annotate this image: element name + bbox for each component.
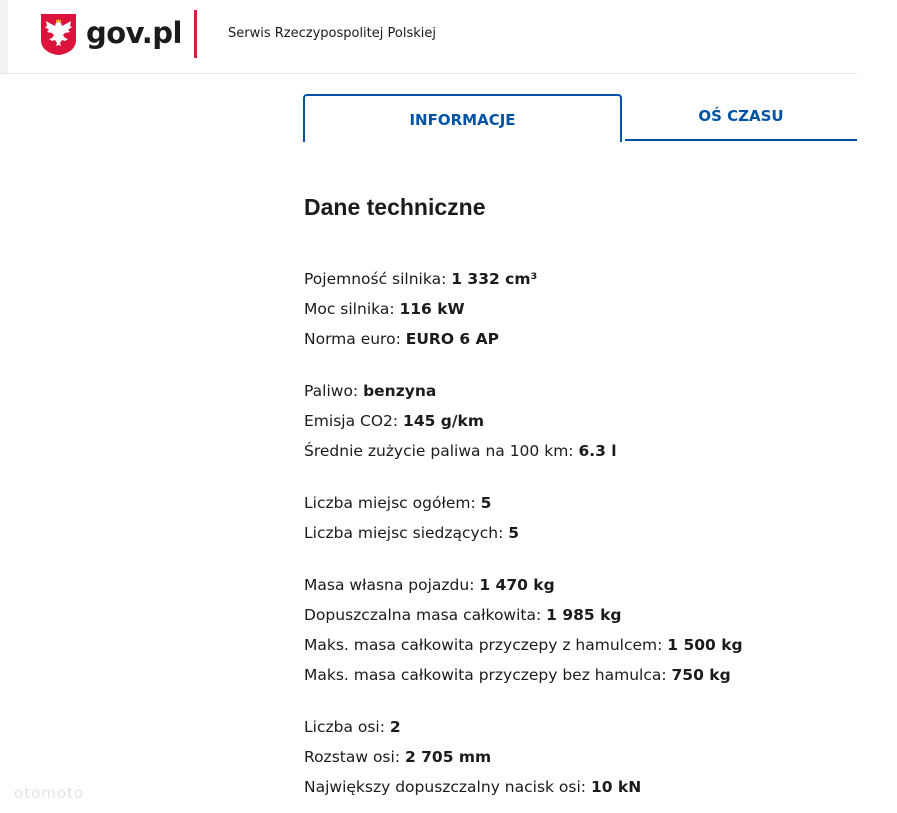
spec-row (304, 630, 854, 660)
spec-label: Norma euro: (304, 330, 406, 348)
spec-row (304, 518, 854, 548)
site-header (0, 0, 857, 74)
spec-value: 2 (389, 718, 401, 736)
service-name: Serwis Rzeczypospolitej Polskiej (228, 26, 436, 41)
tab-underline (625, 139, 857, 141)
spec-label: Paliwo: (304, 382, 364, 400)
spec-label: Maks. masa całkowita przyczepy z hamulcem: (304, 636, 668, 654)
spec-value: 1 500 kg (667, 636, 743, 654)
spec-row (304, 294, 854, 324)
spec-label: Liczba osi: (304, 718, 390, 736)
tab-informacje[interactable] (303, 94, 622, 142)
logo-divider (194, 10, 197, 58)
tab-os-czasu[interactable] (625, 94, 857, 139)
spec-value: 116 kW (399, 300, 465, 318)
spec-row (304, 436, 854, 466)
spec-row (304, 570, 854, 600)
spec-value: EURO 6 AP (405, 330, 499, 348)
spec-label: Liczba miejsc siedzących: (304, 524, 509, 542)
spec-row (304, 742, 854, 772)
polish-eagle-emblem-icon[interactable] (40, 13, 77, 56)
watermark: otomoto (14, 784, 85, 802)
spec-group-engine (304, 264, 854, 354)
spec-value: 1 470 kg (479, 576, 555, 594)
spec-group-mass (304, 570, 854, 690)
tab-bar (303, 94, 857, 142)
spec-row (304, 488, 854, 518)
spec-row (304, 406, 854, 436)
spec-label: Rozstaw osi: (304, 748, 405, 766)
spec-value: 5 (480, 494, 492, 512)
spec-label: Emisja CO2: (304, 412, 404, 430)
spec-value: 5 (508, 524, 520, 542)
spec-value: 1 985 kg (546, 606, 622, 624)
spec-row (304, 600, 854, 630)
spec-group-fuel (304, 376, 854, 466)
spec-group-axles (304, 712, 854, 802)
tab-os-czasu-label: OŚ CZASU (698, 107, 784, 125)
spec-value: 145 g/km (403, 412, 485, 430)
spec-value: benzyna (363, 382, 437, 400)
spec-row (304, 660, 854, 690)
spec-row (304, 772, 854, 802)
spec-value: 10 kN (590, 778, 642, 796)
spec-value: 750 kg (671, 666, 731, 684)
technical-specs (304, 264, 854, 813)
spec-row (304, 324, 854, 354)
spec-value: 2 705 mm (404, 748, 492, 766)
spec-label: Dopuszczalna masa całkowita: (304, 606, 547, 624)
header-strip (0, 0, 8, 73)
spec-label: Największy dopuszczalny nacisk osi: (304, 778, 591, 796)
spec-label: Średnie zużycie paliwa na 100 km: (304, 442, 579, 460)
tab-informacje-label: INFORMACJE (409, 111, 516, 129)
spec-group-seats (304, 488, 854, 548)
spec-row (304, 264, 854, 294)
spec-row (304, 376, 854, 406)
spec-label: Moc silnika: (304, 300, 400, 318)
spec-label: Masa własna pojazdu: (304, 576, 480, 594)
spec-label: Pojemność silnika: (304, 270, 452, 288)
section-title: Dane techniczne (304, 194, 486, 220)
spec-label: Liczba miejsc ogółem: (304, 494, 481, 512)
spec-value: 6.3 l (578, 442, 617, 460)
spec-value: 1 332 cm³ (451, 270, 538, 288)
spec-row (304, 712, 854, 742)
spec-label: Maks. masa całkowita przyczepy bez hamulca: (304, 666, 672, 684)
gov-pl-logo[interactable]: gov.pl (86, 16, 182, 50)
